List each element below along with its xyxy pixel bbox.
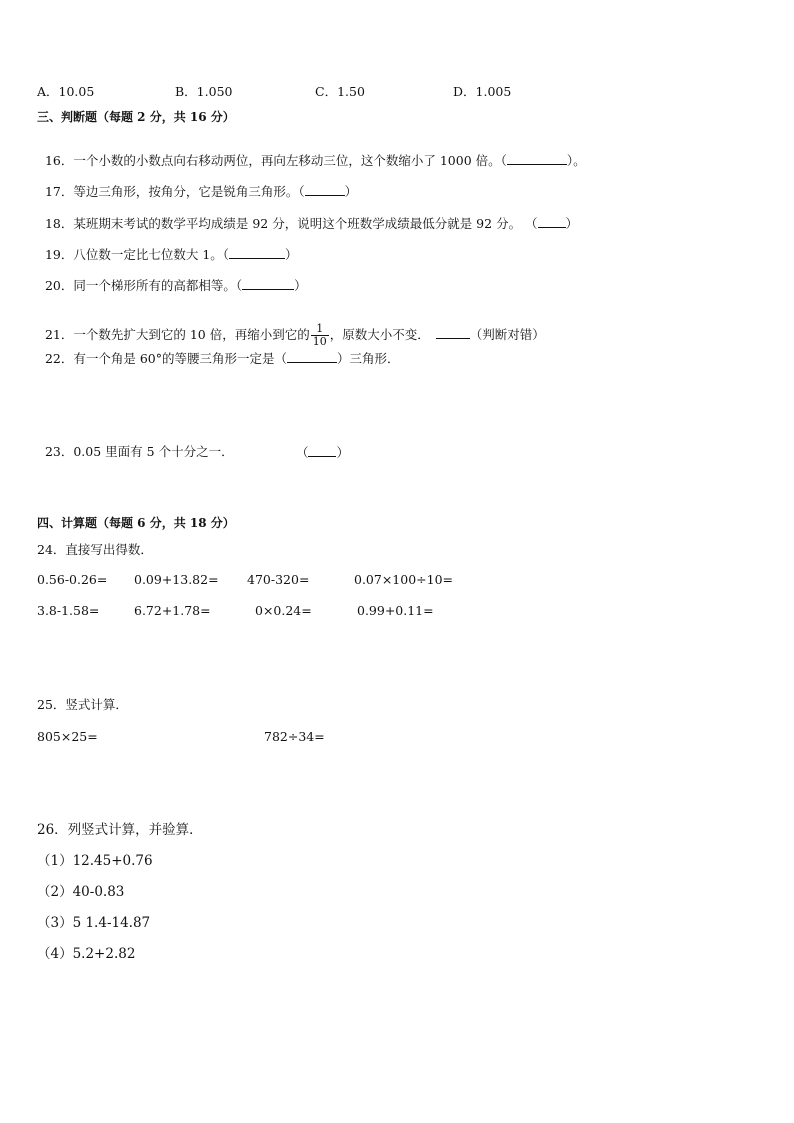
question-16-end: ）。 xyxy=(566,153,586,168)
question-21-text: 21．一个数先扩大到它的 10 倍，再缩小到它的 xyxy=(44,327,310,342)
calc-item: 3.8-1.58= xyxy=(37,603,100,618)
question-19 xyxy=(37,230,298,263)
question-26-title: 26．列竖式计算，并验算． xyxy=(37,822,203,838)
question-17 xyxy=(37,167,357,200)
question-16 xyxy=(37,136,586,169)
answer-blank-16[interactable] xyxy=(507,152,567,165)
answer-blank-20[interactable] xyxy=(242,277,294,290)
question-20-end: ） xyxy=(294,278,307,293)
question-16-text: 16．一个小数的小数点向右移动两位，再向左移动三位，这个数缩小了 1000 倍。（ xyxy=(44,153,507,168)
question-24-title: 24．直接写出得数． xyxy=(37,542,153,557)
calc-item: 6.72+1.78= xyxy=(134,603,211,618)
question-22-end: ）三角形． xyxy=(337,351,400,366)
question-20-text: 20．同一个梯形所有的高都相等。（ xyxy=(44,278,243,293)
calc-item: 0×0.24= xyxy=(255,603,312,618)
question-22-text: 22．有一个角是 60°的等腰三角形一定是（ xyxy=(44,351,287,366)
answer-blank-18[interactable] xyxy=(538,215,566,228)
question-18-end: ） xyxy=(565,216,579,231)
fraction-numerator: 1 xyxy=(311,323,329,336)
answer-blank-21[interactable] xyxy=(436,326,470,339)
calc-item: 0.99+0.11= xyxy=(357,603,434,618)
option-b: B．1.050 xyxy=(175,84,233,99)
vertical-calc-item: 782÷34= xyxy=(264,729,325,744)
calc-item: 0.07×100÷10= xyxy=(354,572,454,587)
question-23-open: （ xyxy=(295,445,309,460)
check-calc-item: （1）12.45+0.76 xyxy=(37,853,153,869)
question-23-end: ） xyxy=(336,445,349,460)
answer-blank-22[interactable] xyxy=(287,350,337,363)
check-calc-item: （2）40-0.83 xyxy=(37,884,125,900)
check-calc-item: （3）5 1.4-14.87 xyxy=(37,915,151,931)
answer-blank-17[interactable] xyxy=(305,183,345,196)
question-19-end: ） xyxy=(285,247,298,262)
section-3-title: 三、判断题（每题 2 分，共 16 分） xyxy=(37,110,235,124)
question-25-title: 25．竖式计算． xyxy=(37,697,128,712)
question-21-post: ，原数大小不变． xyxy=(329,327,430,342)
question-17-text: 17．等边三角形，按角分，它是锐角三角形。（ xyxy=(44,184,305,199)
fraction-denominator: 10 xyxy=(312,335,327,348)
question-22 xyxy=(37,334,400,367)
question-23-text: 23．0.05 里面有 5 个十分之一． xyxy=(44,444,234,459)
question-21-end: （判断对错） xyxy=(469,327,545,342)
question-18 xyxy=(37,199,578,232)
section-4-title: 四、计算题（每题 6 分，共 18 分） xyxy=(37,516,235,530)
question-19-text: 19．八位数一定比七位数大 1。（ xyxy=(44,247,230,262)
calc-item: 0.09+13.82= xyxy=(134,572,219,587)
question-18-text: 18．某班期末考试的数学平均成绩是 92 分，说明这个班数学成绩最低分就是 92 分。 （ xyxy=(44,216,538,231)
question-23-answer xyxy=(288,428,349,461)
answer-blank-23[interactable] xyxy=(308,444,336,457)
option-c: C．1.50 xyxy=(315,84,365,99)
question-23 xyxy=(37,428,234,460)
check-calc-item: （4）5.2+2.82 xyxy=(37,946,136,962)
option-d: D．1.005 xyxy=(453,84,512,99)
calc-item: 470-320= xyxy=(247,572,310,587)
option-a: A．10.05 xyxy=(37,84,95,99)
vertical-calc-item: 805×25= xyxy=(37,729,98,744)
question-17-end: ） xyxy=(344,184,358,199)
answer-blank-19[interactable] xyxy=(229,246,285,259)
calc-item: 0.56-0.26= xyxy=(37,572,108,587)
